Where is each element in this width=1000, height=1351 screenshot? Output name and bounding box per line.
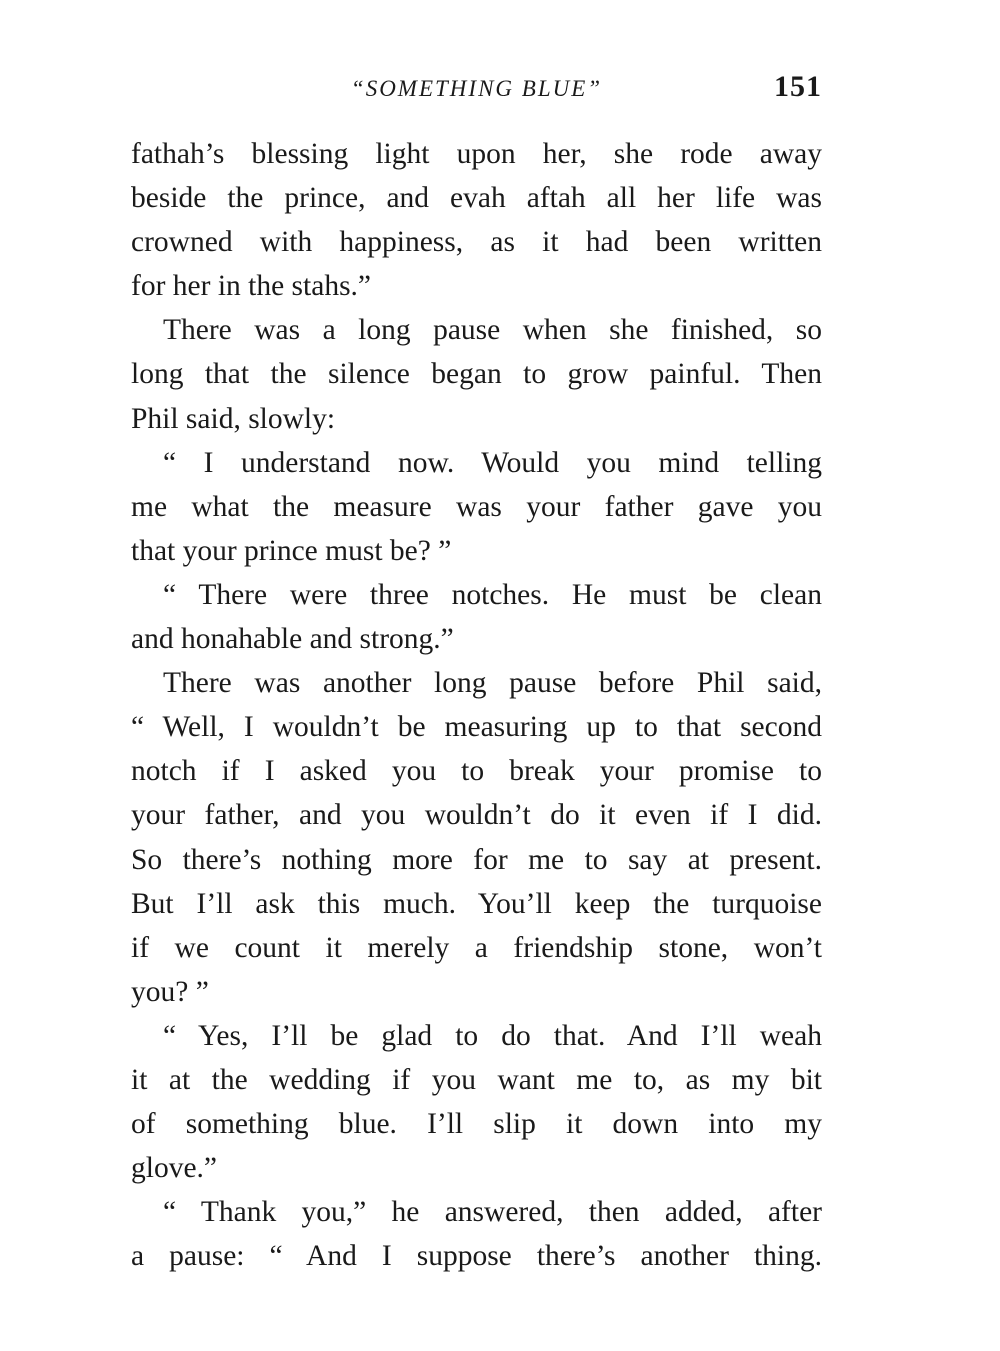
text-line: notch if I asked you to break your promise to — [131, 755, 822, 788]
page-number: 151 — [774, 70, 822, 103]
paragraph — [131, 1190, 822, 1278]
running-head — [131, 70, 822, 110]
text-line: fathah’s blessing light upon her, she rode away — [131, 138, 822, 170]
text-line: me what the measure was your father gave you — [131, 490, 822, 523]
text-line: But I’ll ask this much. You’ll keep the turquoise — [131, 887, 822, 920]
text-line: glove.” — [131, 1152, 218, 1185]
paragraph — [131, 308, 822, 440]
text-line: “ Well, I wouldn’t be measuring up to that second — [131, 711, 822, 744]
text-line: So there’s nothing more for me to say at present. — [131, 843, 822, 876]
text-line: crowned with happiness, as it had been written — [131, 226, 822, 259]
text-line: “ I understand now. Would you mind telling — [163, 446, 822, 479]
text-line: a pause: “ And I suppose there’s another thing. — [131, 1240, 822, 1273]
text-line: There was another long pause before Phil said, — [163, 667, 822, 700]
text-line: “ Yes, I’ll be glad to do that. And I’ll weah — [163, 1019, 822, 1052]
text-line: There was a long pause when she finished, so — [163, 314, 822, 347]
text-line: for her in the stahs.” — [131, 270, 372, 303]
body-text — [131, 132, 822, 1278]
text-line: that your prince must be? ” — [131, 534, 452, 567]
paragraph — [131, 132, 822, 308]
text-line: if we count it merely a friendship stone, won’t — [131, 931, 822, 964]
paragraph — [131, 441, 822, 573]
paragraph — [131, 1014, 822, 1190]
text-line: you? ” — [131, 975, 209, 1008]
text-line: it at the wedding if you want me to, as my bit — [131, 1063, 822, 1096]
text-line: and honahable and strong.” — [131, 623, 454, 656]
text-line: “ There were three notches. He must be clean — [163, 578, 822, 611]
text-line: of something blue. I’ll slip it down into my — [131, 1108, 822, 1141]
text-line: long that the silence began to grow painful. Then — [131, 358, 822, 391]
paragraph — [131, 573, 822, 661]
text-line: your father, and you wouldn’t do it even if I did. — [131, 799, 822, 832]
text-line: beside the prince, and evah aftah all her life was — [131, 182, 822, 215]
paragraph — [131, 661, 822, 1014]
text-line: Phil said, slowly: — [131, 402, 336, 435]
running-title: “SOMETHING BLUE” — [350, 76, 603, 101]
text-line: “ Thank you,” he answered, then added, after — [163, 1196, 822, 1229]
